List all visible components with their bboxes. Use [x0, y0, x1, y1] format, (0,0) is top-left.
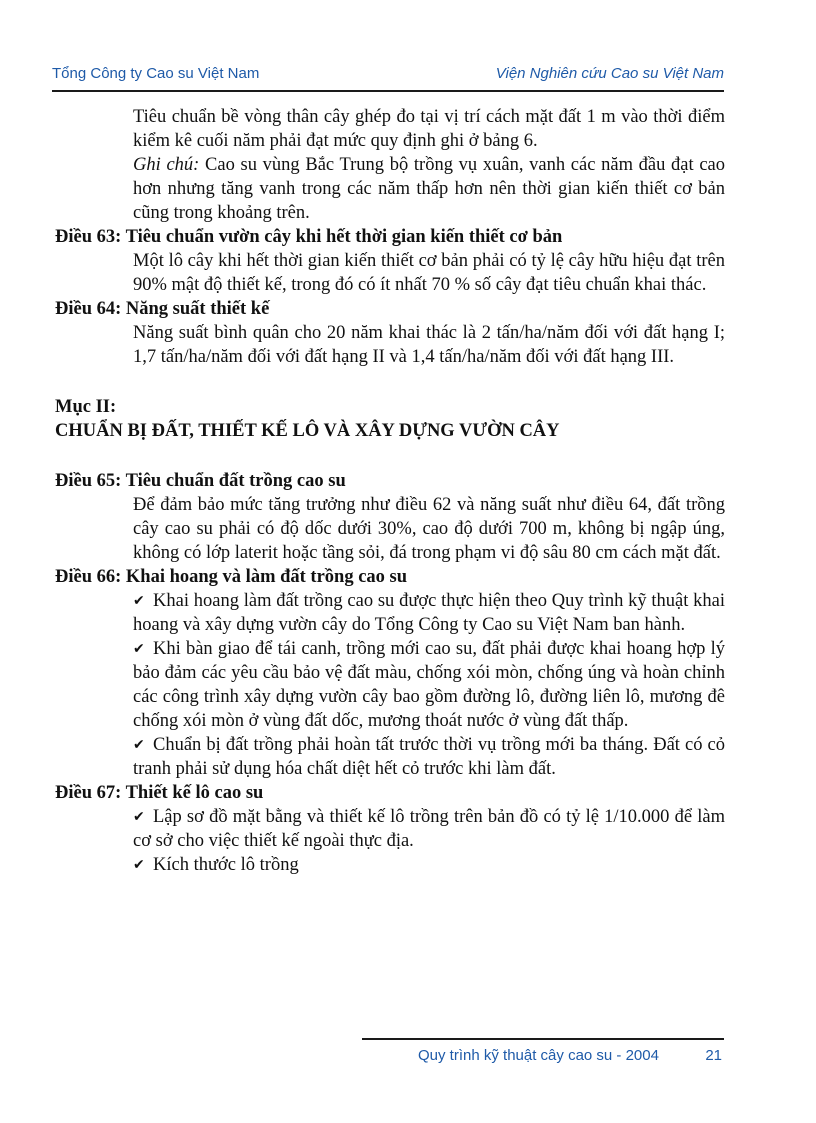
- header-institute: Viện Nghiên cứu Cao su Việt Nam: [495, 65, 724, 82]
- article-67-item: ✔ Kích thước lô trồng: [133, 855, 299, 875]
- page-footer: [362, 1038, 724, 1070]
- article-65-text: Để đảm bảo mức tăng trưởng như điều 62 và năng suất như điều 64, đất trồng cây cao su phải có độ dốc dưới 30%, cao độ dưới 700 m, không bị ngập úng, không có lớp laterit hoặc tầng sỏi, đá trong phạm vi độ sâu 80 cm cách mặt đất.: [133, 495, 725, 563]
- article-66-title: Điều 66: Khai hoang và làm đất trồng cao su: [55, 567, 408, 587]
- article-67-item: ✔ Lập sơ đồ mặt bằng và thiết kế lô trồng trên bản đồ có tỷ lệ 1/10.000 để làm cơ sở cho việc thiết kế ngoài thực địa.: [133, 807, 725, 851]
- intro-note: [133, 153, 725, 225]
- article-64-title: Điều 64: Năng suất thiết kế: [55, 299, 270, 319]
- section-label: Mục II:: [55, 397, 117, 417]
- page-number: 21: [705, 1047, 722, 1064]
- check-icon: ✔: [133, 641, 145, 657]
- note-label: Ghi chú:: [133, 155, 200, 175]
- check-icon: ✔: [133, 809, 145, 825]
- article-67-title: Điều 67: Thiết kế lô cao su: [55, 783, 264, 803]
- check-icon: ✔: [133, 737, 145, 753]
- article-63-text: Một lô cây khi hết thời gian kiến thiết cơ bản phải có tỷ lệ cây hữu hiệu đạt trên 90% mật độ thiết kế, trong đó có ít nhất 70 % số cây đạt tiêu chuẩn khai thác.: [133, 251, 725, 295]
- section-title: CHUẨN BỊ ĐẤT, THIẾT KẾ LÔ VÀ XÂY DỰNG VƯỜN CÂY: [55, 421, 560, 441]
- header-organization: Tổng Công ty Cao su Việt Nam: [52, 65, 260, 82]
- footer-title: Quy trình kỹ thuật cây cao su - 2004: [418, 1047, 659, 1064]
- page-header: [52, 62, 724, 92]
- article-66-item: ✔ Khai hoang làm đất trồng cao su được thực hiện theo Quy trình kỹ thuật khai hoang và xây dựng vườn cây do Tổng Công ty Cao su Việt Nam ban hành.: [133, 591, 725, 635]
- intro-paragraph: Tiêu chuẩn bề vòng thân cây ghép đo tại vị trí cách mặt đất 1 m vào thời điểm kiểm kê cuối năm phải đạt mức quy định ghi ở bảng 6.: [133, 107, 725, 151]
- check-icon: ✔: [133, 857, 145, 873]
- document-body: [55, 105, 725, 877]
- article-66-item: ✔ Khi bàn giao để tái canh, trồng mới cao su, đất phải được khai hoang hợp lý bảo đảm các yêu cầu bảo vệ đất màu, chống xói mòn, chống úng và hoàn chỉnh các công trình xây dựng vườn cây bao gồm đường lô, đường liên lô, mương đê chống xói mòn ở vùng đất dốc, mương thoát nước ở vùng đất thấp.: [133, 639, 725, 731]
- article-65-title: Điều 65: Tiêu chuẩn đất trồng cao su: [55, 471, 346, 491]
- article-63-title: Điều 63: Tiêu chuẩn vườn cây khi hết thời gian kiến thiết cơ bản: [55, 227, 563, 247]
- check-icon: ✔: [133, 593, 145, 609]
- article-66-item: ✔ Chuẩn bị đất trồng phải hoàn tất trước thời vụ trồng mới ba tháng. Đất có cỏ tranh phải sử dụng hóa chất diệt hết cỏ trước khi làm đất.: [133, 735, 725, 779]
- note-text: Cao su vùng Bắc Trung bộ trồng vụ xuân, vanh các năm đầu đạt cao hơn nhưng tăng vanh trong các năm thấp hơn nên thời gian kiến thiết cơ bản cũng trong khoảng trên.: [133, 155, 726, 223]
- article-64-text: Năng suất bình quân cho 20 năm khai thác là 2 tấn/ha/năm đối với đất hạng I; 1,7 tấn/ha/năm đối với đất hạng II và 1,4 tấn/ha/năm đối với đất hạng III.: [133, 323, 725, 367]
